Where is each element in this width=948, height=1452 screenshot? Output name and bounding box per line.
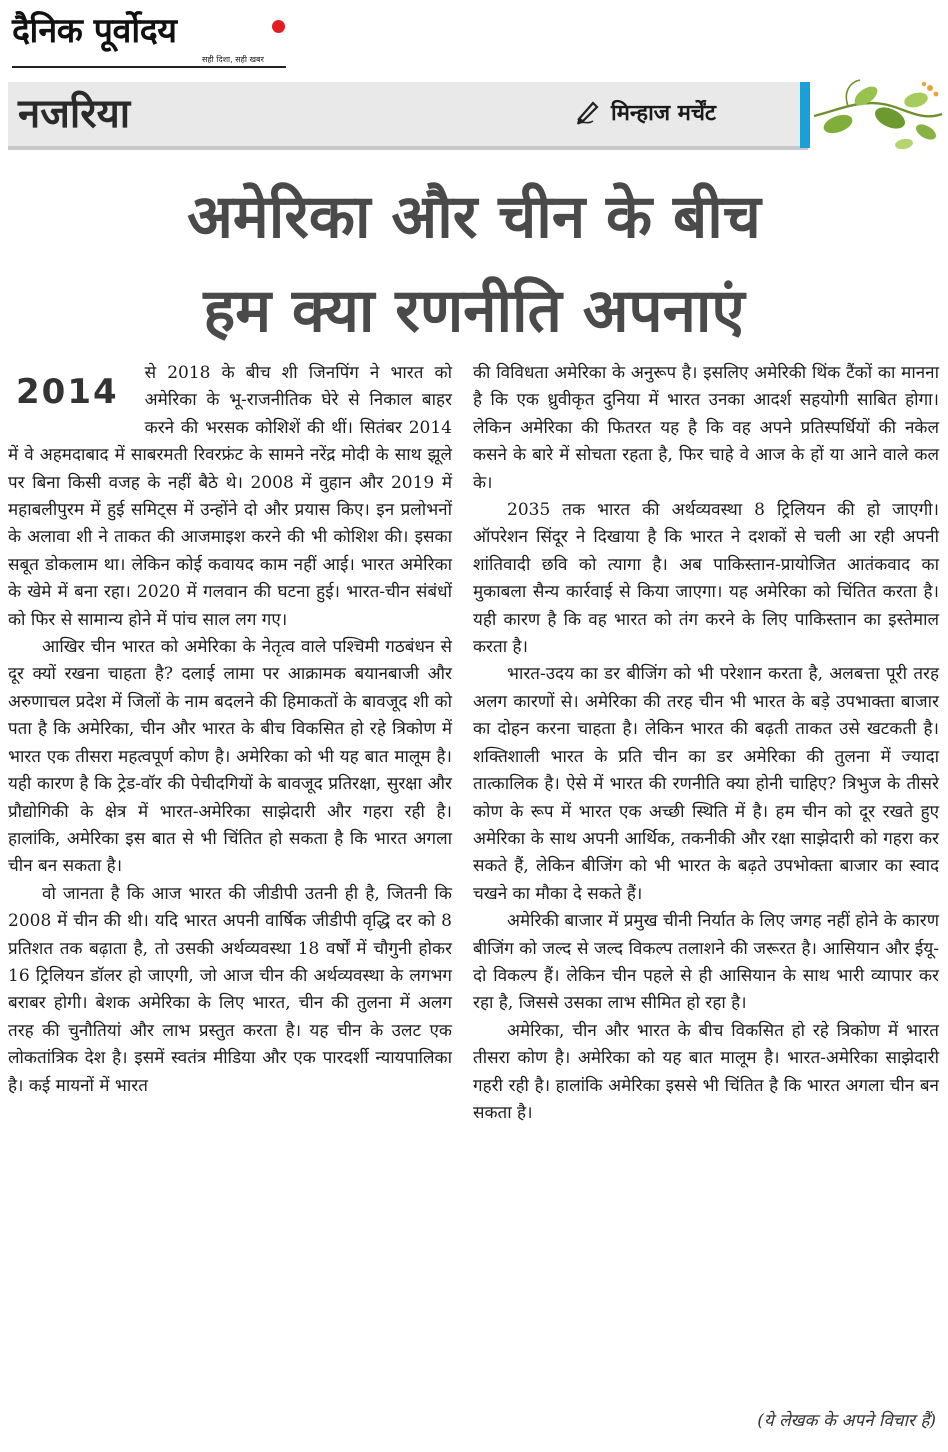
pen-icon bbox=[575, 99, 601, 125]
headline bbox=[20, 170, 928, 358]
section-band-rule bbox=[8, 146, 808, 150]
author-byline bbox=[575, 92, 807, 132]
leaf-branch-icon bbox=[808, 70, 946, 162]
article-paragraph: 2035 तक भारत की अर्थव्यवस्था 8 ट्रिलियन की हो जाएगी। ऑपरेशन सिंदूर ने दिखाया है कि भारत ने दशकों से चली आ रही अपनी शांतिवादी छवि को त्यागा है। अब पाकिस्तान-प्रायोजित आतंकवाद का मुकाबला सैन्य कार्रवाई से किया जाएगा। यह अमेरिका को चिंतित करता है। यही कारण है कि वह भारत को तंग करने के लिए पाकिस्तान का इस्तेमाल करता है। bbox=[473, 500, 939, 658]
article-paragraph: भारत-उदय का डर बीजिंग को भी परेशान करता है, अलबत्ता पूरी तरह अलग कारणों से। अमेरिका की तरह चीन भी भारत के बड़े उपभाक्ता बाजार का दोहन करना चाहता है। लेकिन भारत की बढ़ती ताकत उसे खटकती है। शक्तिशाली भारत के प्रति चीन का डर अमेरिका की तुलना में ज्यादा तात्कालिक है। ऐसे में भारत की रणनीति क्या होनी चाहिए? त्रिभुज के तीसरे कोण के रूप में भारत एक अच्छी स्थिति में है। हम चीन को दूर रखते हुए अमेरिका के साथ अपनी आर्थिक, तकनीकी और रक्षा साझेदारी को गहरा कर सकते हैं, लेकिन बीजिंग को भी भारत के बढ़ते उपभोक्ता बाजार का स्वाद चखने का मौका दे सकते हैं। bbox=[473, 664, 939, 904]
article-column-left bbox=[8, 360, 452, 1100]
newspaper-name: दैनिक पूर्वोदय bbox=[12, 11, 177, 51]
headline-line-1: अमेरिका और चीन के बीच bbox=[187, 182, 761, 252]
section-title: नजरिया bbox=[18, 91, 131, 137]
article-paragraph: अमेरिकी बाजार में प्रमुख चीनी निर्यात के लिए जगह नहीं होने के कारण बीजिंग को जल्द से जल्द विकल्प तलाशने की जरूरत है। आसियान और ईयू- दो विकल्प हैं। लेकिन चीन पहले से ही आसियान के साथ भारी व्यापार कर रहा है, जिससे उसका लाभ सीमित हो रहा है। bbox=[473, 911, 939, 1014]
newspaper-tagline: सही दिशा, सही खबर bbox=[202, 55, 264, 64]
article-paragraph: आखिर चीन भारत को अमेरिका के नेतृत्व वाले पश्चिमी गठबंधन से दूर क्यों रखना चाहता है? दलाई लामा पर आक्रामक बयानबाजी और अरुणाचल प्रदेश में जिलों के नाम बदलने की हिमाकतों के बावजूद शी को पता है कि अमेरिका, चीन और भारत के बीच विकसित हो रहे त्रिकोण में भारत एक तीसरा महत्वपूर्ण कोण है। अमेरिका को भी यह बात मालूम है। यही कारण है कि ट्रेड-वॉर की पेचीदगियों के बावजूद प्रतिरक्षा, सुरक्षा और प्रौद्योगिकी के क्षेत्र में भारत-अमेरिका साझेदारी और गहरा रही है। हालांकि, अमेरिका इस बात से भी चिंतित हो सकता है कि भारत अगला चीन बन सकता है। bbox=[8, 637, 452, 877]
author-disclaimer: (ये लेखक के अपने विचार हैं) bbox=[757, 1411, 936, 1431]
article-paragraph: की विविधता अमेरिका के अनुरूप है। इसलिए अमेरिकी थिंक टैंकों का मानना है कि एक ध्रुवीकृत दुनिया में भारत उनका आदर्श सहयोगी साबित होगा। लेकिन अमेरिका की फितरत यह है कि वह अपने प्रतिस्पर्धियों की नकेल कसने के बारे में सोचता रहता है, फिर चाहे वे आज के हों या आने वाले कल के। bbox=[473, 363, 939, 493]
masthead-rule bbox=[12, 66, 286, 68]
lead-year: 2014 bbox=[16, 372, 119, 412]
article-paragraph: अमेरिका, चीन और भारत के बीच विकसित हो रहे त्रिकोण में भारत तीसरा कोण है। अमेरिका को यह बात मालूम है। भारत-अमेरिका साझेदारी गहरी रही है। हालांकि अमेरिका इससे भी चिंतित है कि भारत अगला चीन बन सकता है। bbox=[473, 1020, 939, 1123]
article-paragraph: वो जानता है कि आज भारत की जीडीपी उतनी ही है, जितनी कि 2008 में चीन की थी। यदि भारत अपनी वार्षिक जीडीपी वृद्धि दर को 8 प्रतिशत तक बढ़ाता है, तो उसकी अर्थव्यवस्था 18 वर्षों में चौगुनी होकर 16 ट्रिलियन डॉलर हो जाएगी, जो आज चीन की अर्थव्यवस्था के लगभग बराबर होगी। बेशक अमेरिका के लिए भारत, चीन की तुलना में अलग तरह की चुनौतियां और लाभ प्रस्तुत करता है। यह चीन के उलट एक लोकतांत्रिक देश है। इसमें स्वतंत्र मीडिया और एक पारदर्शी न्यायपालिका है। कई मायनों में भारत bbox=[8, 883, 452, 1096]
headline-line-2: हम क्या रणनीति अपनाएं bbox=[203, 276, 745, 346]
masthead bbox=[12, 6, 292, 70]
article-paragraph: 2014 से 2018 के बीच शी जिनपिंग ने भारत को अमेरिका के भू-राजनीतिक घेरे से निकाल बाहर करने की भरसक कोशिशें की थीं। सितंबर 2014 में वे अहमदाबाद में साबरमती रिवरफ्रंट के सामने नरेंद्र मोदी के साथ झूले पर बिना किसी वजह के नहीं बैठे थे। 2008 में वुहान और 2019 में महाबलीपुरम में हुई समिट्स में उन्होंने दो और प्रयास किए। इन प्रलोभनों के अलावा शी ने ताकत की आजमाइश करने की भी कोशिश की। इसका सबूत डोकलाम था। लेकिन कोई कवायद काम नहीं आई। भारत अमेरिका के खेमे में बना रहा। 2020 में गलवान की घटना हुई। भारत-चीन संबंधों को फिर से सामान्य होने में पांच साल लग गए। bbox=[8, 363, 452, 630]
article-column-right bbox=[473, 360, 939, 1127]
author-name: मिन्हाज मर्चेंट bbox=[611, 101, 717, 126]
masthead-dot-icon bbox=[272, 20, 285, 33]
